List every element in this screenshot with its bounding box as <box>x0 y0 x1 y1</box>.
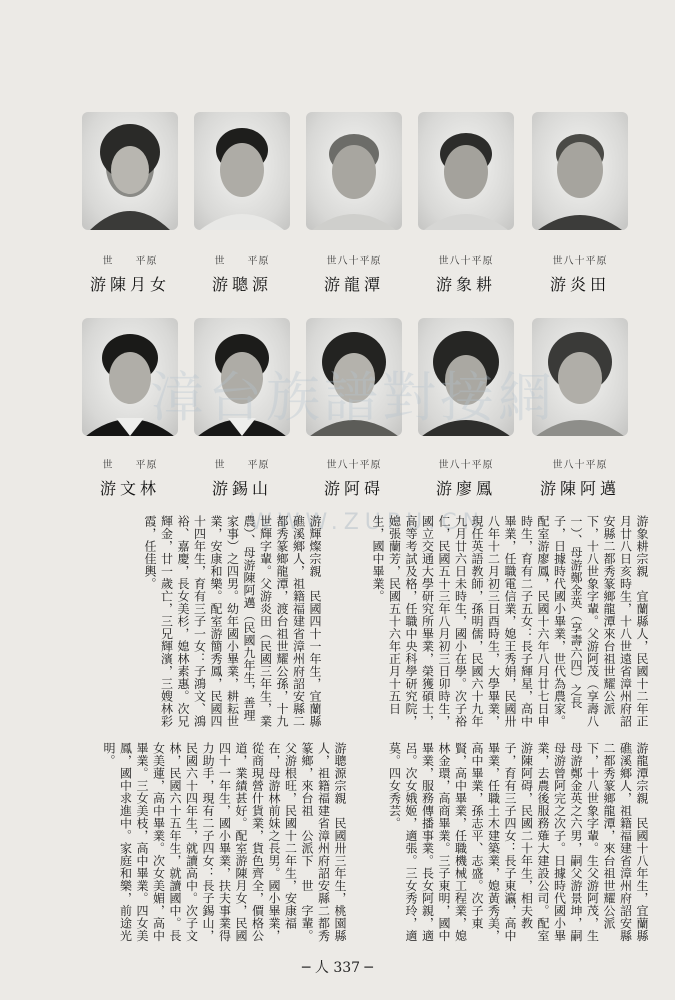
portrait-name: 游廖鳳 <box>435 479 496 498</box>
bio-text-block: 游龍潭宗親 民國十八年生，宜蘭縣礁溪鄉人，祖籍福建省漳州府詔安縣二都秀篆鄉龍潭，來台祖世耀公派下，十八世象字輩。生父游阿茂，生母游鄭金英之六男，嗣父游景坤，嗣母游曾阿完之次子。日據時代國小畢業，去農後服務薙大建設公司。配室游陳阿碍，民國二十年生，相夫教子，育有三子四女：長子東瀛，高中畢業，任職土木建築業，媳黃秀美，高中畢業，孫志平、志盛。次子東賢，高中畢業，任職機械工程業，媳林金環，高商畢業。三子東明，國中畢業，服務傳播事業。長女阿親，適呂。次女娥姬，適張。三女秀玲，適莫。四女秀芸。 <box>387 742 649 942</box>
page-number: ─ 人 337 ─ <box>302 960 373 976</box>
portrait-photo <box>418 112 514 230</box>
portrait-name: 游文林 <box>99 479 160 498</box>
portrait-name: 游錫山 <box>211 479 272 498</box>
portrait-tag: 世八十平原 <box>552 460 608 471</box>
portrait-photo <box>306 112 402 230</box>
bio-text-block: 游輝燦宗親 民國四十一年生，宜蘭縣礁溪鄉人，祖籍福建省漳州府詔安縣二都秀篆鄉龍潭，渡台祖世耀公孫，十九世輝字輩。父游炎田（民國三年生，業農）、母游陳阿邁（民國九年生，善理家事）之四男。幼年國小畢業，耕耘世業，安康和樂。配室游簡秀鳳，民國四十四年生，育有三子一女：子鴻文、鴻裕、嘉慶，長女美杉，媳林素惠。次兄輝金，廿一歲亡，三兄輝濱，三嫂林彩霞，任佳輿。 <box>143 515 322 728</box>
portrait-name: 游陳阿邁 <box>539 479 620 498</box>
portrait-tag: 世 平原 <box>102 256 158 267</box>
portrait-photo <box>532 112 628 230</box>
bio-text-block: 游聰源宗親 民國卅三年生，桃園縣人，祖籍福建省漳州府詔安縣二都秀篆鄉，來台祖 公派下 世 字輩。父游根旺，民國十二年生，安康福在，母游林前妹之長男。國小畢業，從商現營什貨業，貨色齊全，價格公道，業績甚好。配室游陳月女，民國四十一年生，國小畢業，扶夫事業得力助手，現有二子四女：長子錫山，民國六十四年生，就讀高中。次子文林，民國六十五年生，就讀國中。長女美蓮，高中畢業。次女美媚，高中畢業。三女美枝，高中畢業。四女美鳳，國中求進中。家庭和樂，前途光明。 <box>102 742 347 942</box>
bio-text-block: 游象耕宗親 宜蘭縣人，民國十二年正月廿八日亥時生，十八世遠省漳州府詔安縣二都秀篆鄉龍潭來台祖世耀公派下，十八世象字輩。父游阿茂（享壽八一）、母游鄭金英（享壽六四）之長子，日據時代國小畢業，世代為農家。配室游廖鳳，民國十六年八月廿七日申時生，育有二子五女：長子輝星，高中畢業，任職電信業，媳王秀娟，民國卅八年十二月初三日酉時生，大學畢業，現任英語教師，孫明儒，民國六十九年九月廿六日未時生，國小在學。次子裕仁，民國五十三年八月初三日卯時生，國立交通大學研究所畢業，榮獲碩士，高等考試及格，任職中央科學研究院，媳張蘭芳，民國五十六年正月十五日生，國中畢業。 <box>371 515 649 728</box>
portrait-tag: 世 平原 <box>214 256 270 267</box>
portrait-name: 游聰源 <box>211 275 272 294</box>
portrait-tag: 世八十平原 <box>326 256 382 267</box>
portrait-photo <box>194 112 290 230</box>
portrait-name: 游阿碍 <box>323 479 384 498</box>
portrait-name: 游陳月女 <box>89 275 170 294</box>
portrait-tag: 世八十平原 <box>438 460 494 471</box>
portrait-name: 游炎田 <box>549 275 610 294</box>
portrait-name: 游象耕 <box>435 275 496 294</box>
portrait-tag: 世八十平原 <box>438 256 494 267</box>
portrait-name: 游龍潭 <box>323 275 384 294</box>
watermark-text: 漳台族譜對接網 <box>150 366 556 429</box>
portrait-tag: 世八十平原 <box>326 460 382 471</box>
portrait-tag: 世 平原 <box>102 460 158 471</box>
watermark-url: WWW.ZUPU.CN <box>250 510 486 535</box>
portrait-tag: 世 平原 <box>214 460 270 471</box>
portrait-tag: 世八十平原 <box>552 256 608 267</box>
portrait-photo <box>82 112 178 230</box>
